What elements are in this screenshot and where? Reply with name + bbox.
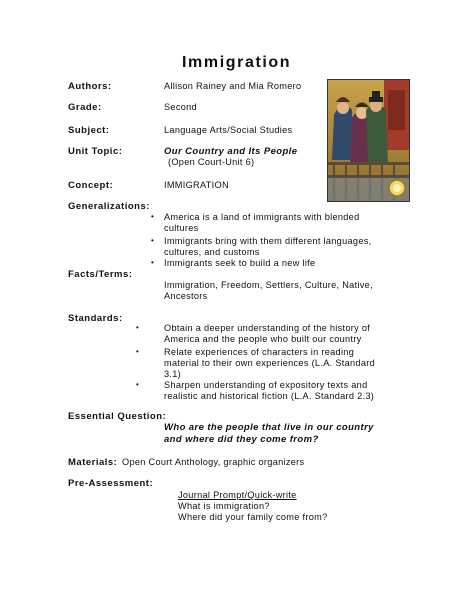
page-title: Immigration — [182, 54, 292, 71]
materials-label: Materials: — [68, 457, 118, 468]
facts-terms-label: Facts/Terms: — [68, 269, 133, 280]
pre-assessment-heading: Journal Prompt/Quick-write — [178, 490, 297, 500]
facts-terms-line: Immigration, Freedom, Settlers, Culture, Native, — [164, 280, 373, 290]
facts-terms-line: Ancestors — [164, 291, 208, 301]
pre-assessment-line: What is immigration? — [178, 501, 270, 511]
list-bullet: • — [136, 323, 139, 332]
subject-label: Subject: — [68, 125, 110, 136]
list-item: Relate experiences of characters in reading — [164, 347, 355, 357]
authors-label: Authors: — [68, 81, 112, 92]
list-item-continued: cultures — [164, 223, 199, 233]
list-item-continued: cultures, and customs — [164, 247, 260, 257]
unit-topic-sub: (Open Court-Unit 6) — [168, 157, 255, 167]
generalizations-label: Generalizations: — [68, 201, 150, 212]
essential-question-line: Who are the people that live in our country — [164, 422, 374, 433]
materials-value: Open Court Anthology, graphic organizers — [122, 457, 305, 467]
standards-label: Standards: — [68, 313, 123, 324]
list-item-continued: America and the people who built our country — [164, 334, 362, 344]
subject-value: Language Arts/Social Studies — [164, 125, 293, 135]
list-item: Immigrants bring with them different languages, — [164, 236, 372, 246]
immigrants-illustration — [327, 79, 410, 202]
list-bullet: • — [136, 347, 139, 356]
essential-question-line: and where did they come from? — [164, 434, 319, 445]
grade-label: Grade: — [68, 102, 102, 113]
grade-value: Second — [164, 102, 197, 112]
list-item: America is a land of immigrants with blended — [164, 212, 360, 222]
list-item: Immigrants seek to build a new life — [164, 258, 316, 268]
concept-value: IMMIGRATION — [164, 180, 229, 190]
list-bullet: • — [151, 212, 154, 221]
authors-value: Allison Rainey and Mia Romero — [164, 81, 302, 91]
list-bullet: • — [151, 258, 154, 267]
list-item-continued: material to their own experiences (L.A. Standard — [164, 358, 376, 368]
list-item: Obtain a deeper understanding of the history of — [164, 323, 371, 333]
pre-assessment-label: Pre-Assessment: — [68, 478, 154, 489]
unit-topic-value: Our Country and Its People — [164, 146, 298, 157]
pre-assessment-line: Where did your family come from? — [178, 512, 328, 522]
unit-topic-label: Unit Topic: — [68, 146, 123, 157]
essential-question-label: Essential Question: — [68, 411, 167, 422]
list-bullet: • — [151, 236, 154, 245]
list-item-continued: 3.1) — [164, 369, 182, 379]
list-item-continued: realistic and historical fiction (L.A. Standard 2.3) — [164, 391, 375, 401]
list-bullet: • — [136, 380, 139, 389]
concept-label: Concept: — [68, 180, 114, 191]
list-item: Sharpen understanding of expository texts and — [164, 380, 368, 390]
